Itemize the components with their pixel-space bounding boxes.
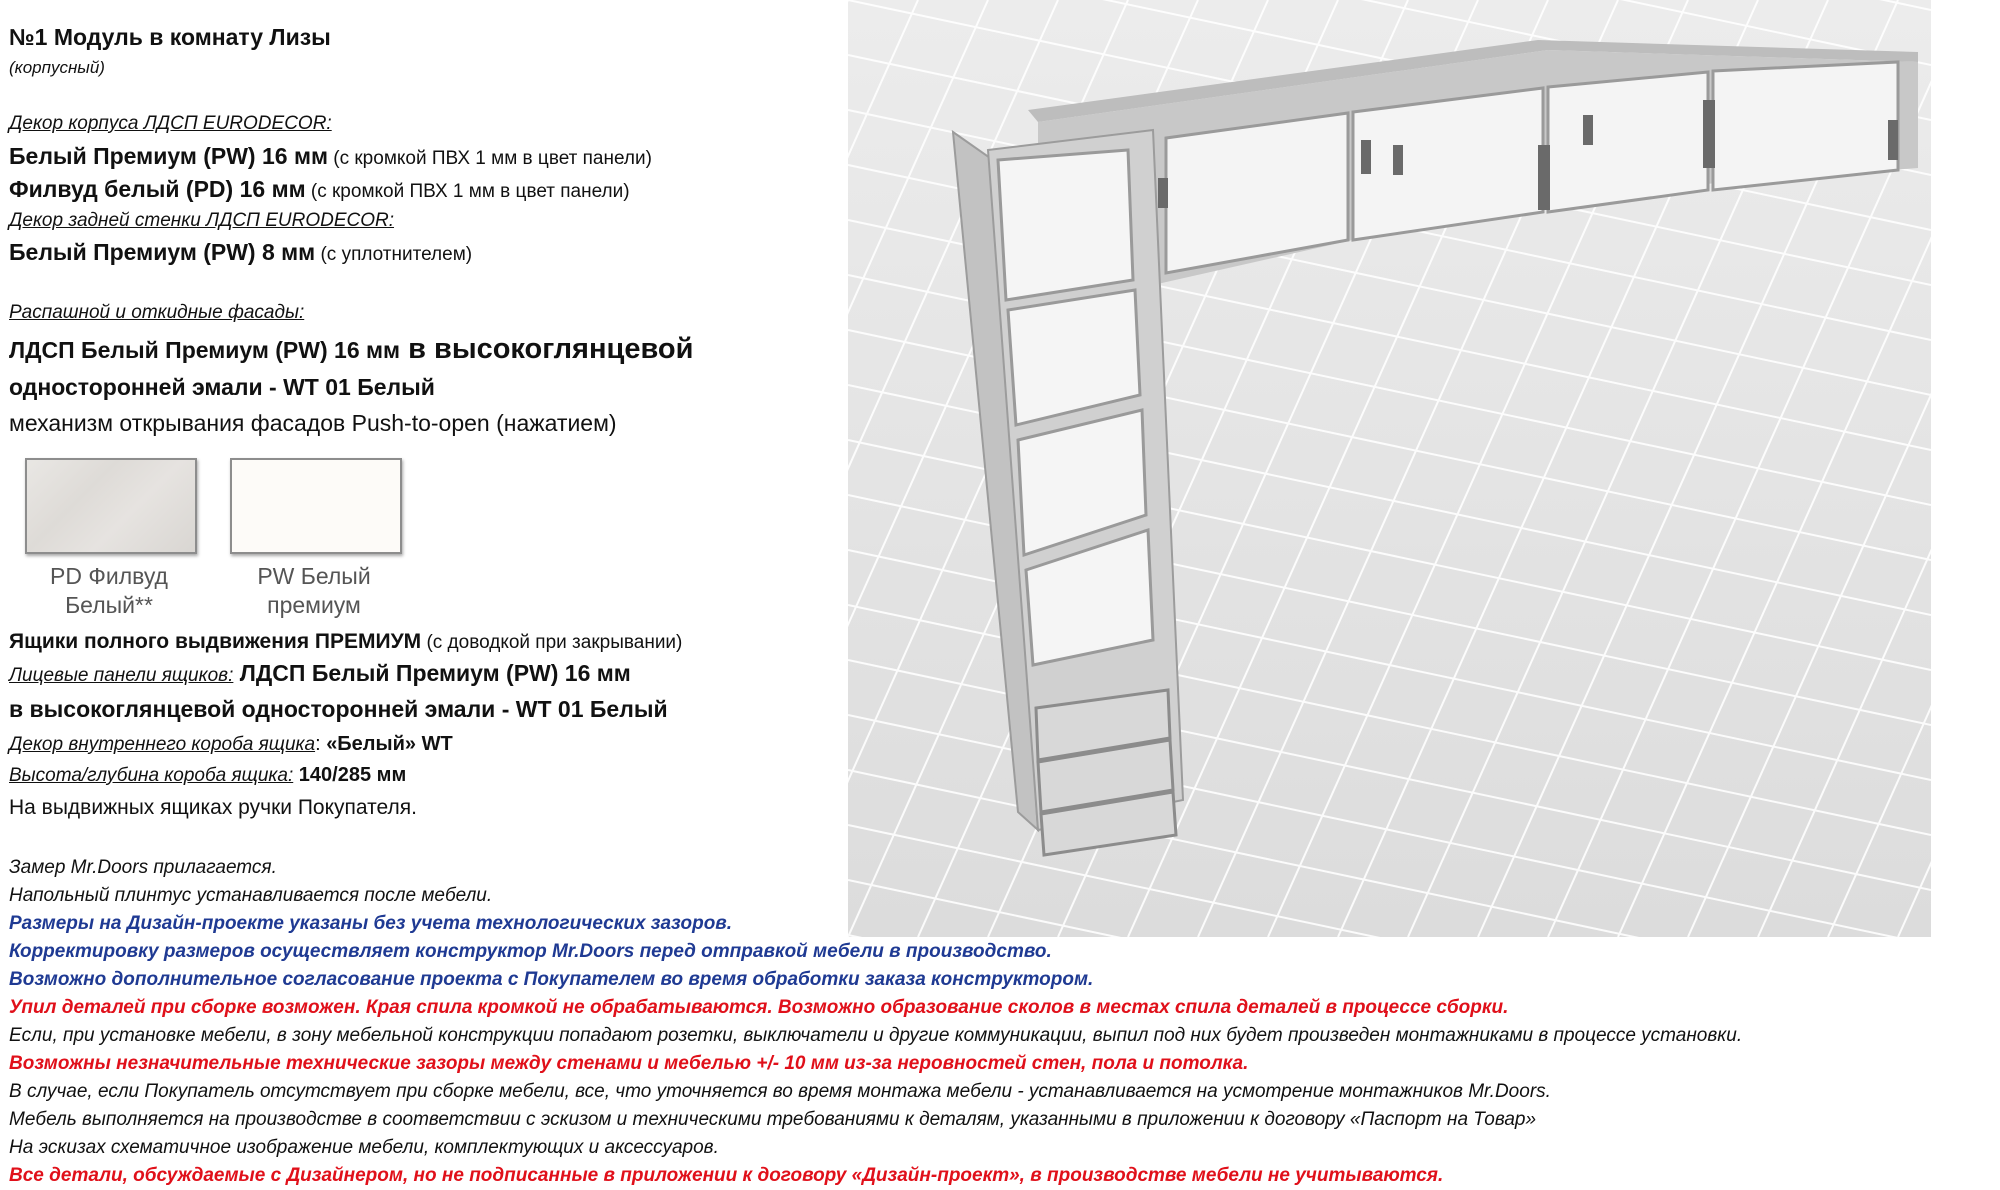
shelf-cell-1: [998, 150, 1133, 300]
lift-mechanism-2: [1361, 140, 1371, 174]
drawers-size-label: Высота/глубина короба ящика:: [9, 765, 294, 786]
body-decor-pd: Филвуд белый (PD) 16 мм: [9, 176, 306, 202]
back-decor-label: Декор задней стенки ЛДСП EURODECOR:: [9, 210, 395, 231]
note-10: Мебель выполняется на производстве в соответствии с эскизом и техническими требованиями к деталям, указанными в приложении к договору «Паспорт на Товар»: [9, 1109, 1537, 1130]
page-title: №1 Модуль в комнату Лизы: [9, 24, 331, 50]
lift-mechanism-6: [1703, 100, 1715, 168]
note-8: Возможны незначительные технические зазоры между стенами и мебелью +/- 10 мм из-за неровностей стен, пола и потолка.: [9, 1053, 1249, 1074]
back-decor-line: [9, 239, 472, 266]
note-5: Возможно дополнительное согласование проекта с Покупателем во время обработки заказа конструктором.: [9, 969, 1094, 990]
top-compartment-3: [1548, 72, 1708, 212]
facades-line-1: [9, 333, 693, 366]
page-subtitle: (корпусный): [9, 58, 105, 77]
note-12: Все детали, обсуждаемые с Дизайнером, но не подписанные в приложении к договору «Дизайн-проект», в производстве мебели не учитываются.: [9, 1165, 1444, 1186]
lift-mechanism-5: [1583, 115, 1593, 145]
top-compartment-4: [1713, 62, 1898, 190]
note-6: Упил деталей при сборке возможен. Края спила кромкой не обрабатываются. Возможно образование сколов в местах спила деталей в процессе сборки.: [9, 997, 1509, 1018]
drawers-front-value-2: в высокоглянцевой односторонней эмали - WT 01 Белый: [9, 696, 668, 722]
note-9: В случае, если Покупатель отсутствует при сборке мебели, все, что уточняется во время монтажа мебели - устанавливается на усмотрение монтажников Mr.Doors.: [9, 1081, 1551, 1102]
note-11: На эскизах схематичное изображение мебели, комплектующих и аксессуаров.: [9, 1137, 719, 1158]
drawers-front-line: [9, 660, 631, 687]
back-decor-value: Белый Премиум (PW) 8 мм: [9, 239, 316, 265]
note-4: Корректировку размеров осуществляет конструктор Mr.Doors перед отправкой мебели в производство.: [9, 941, 1052, 962]
facades-material-finish: в высокоглянцевой: [400, 333, 694, 365]
facades-line-2: односторонней эмали - WT 01 Белый: [9, 374, 435, 400]
drawers-handles: На выдвижных ящиках ручки Покупателя.: [9, 796, 417, 819]
lift-mechanism-7: [1888, 120, 1898, 160]
lift-mechanism-3: [1393, 145, 1403, 175]
note-2: Напольный плинтус устанавливается после мебели.: [9, 885, 493, 906]
facades-line-3: механизм открывания фасадов Push-to-open (нажатием): [9, 410, 617, 436]
drawers-size-value: 140/285 мм: [293, 764, 407, 786]
back-decor-note: (с уплотнителем): [315, 244, 473, 265]
drawers-line-1: [9, 630, 682, 654]
swatch-pd: [25, 458, 197, 554]
drawers-inner-sep: :: [315, 733, 327, 755]
lift-mechanism-1: [1158, 178, 1168, 208]
drawers-inner-line: [9, 733, 453, 756]
tall-unit-drawers: [1036, 690, 1176, 855]
drawers-type-note: (с доводкой при закрывании): [421, 632, 683, 653]
furniture-render: [848, 0, 1931, 937]
drawers-inner-label: Декор внутреннего короба ящика: [9, 734, 316, 755]
drawers-inner-value: «Белый» WT: [326, 733, 453, 755]
drawers-front-value: ЛДСП Белый Премиум (PW) 16 мм: [233, 660, 631, 686]
body-decor-pw-note: (с кромкой ПВХ 1 мм в цвет панели): [327, 148, 652, 169]
note-1: Замер Mr.Doors прилагается.: [9, 857, 277, 878]
swatch-pw: [230, 458, 402, 554]
note-3: Размеры на Дизайн-проекте указаны без учета технологических зазоров.: [9, 913, 733, 934]
body-decor-pw: Белый Премиум (PW) 16 мм: [9, 143, 328, 169]
top-compartment-2: [1353, 88, 1543, 240]
drawers-front-label: Лицевые панели ящиков:: [9, 665, 234, 686]
body-decor-line-2: [9, 176, 630, 203]
body-decor-pd-note: (с кромкой ПВХ 1 мм в цвет панели): [305, 181, 630, 202]
swatch-pw-label: [219, 562, 409, 620]
lift-mechanism-4: [1538, 145, 1550, 210]
swatch-pw-label-line-2: премиум: [267, 592, 361, 618]
drawers-size-line: [9, 764, 406, 787]
swatch-pd-label: [14, 562, 204, 620]
drawers-type: Ящики полного выдвижения ПРЕМИУМ: [9, 630, 422, 653]
facades-label: Распашной и откидные фасады:: [9, 302, 305, 323]
swatch-pd-label-line-2: Белый**: [65, 592, 153, 618]
swatch-pw-label-line-1: PW Белый: [257, 563, 371, 589]
body-decor-label: Декор корпуса ЛДСП EURODECOR:: [9, 113, 332, 134]
note-7: Если, при установке мебели, в зону мебельной конструкции попадают розетки, выключатели и другие коммуникации, выпил под них будет произведен монтажниками в процессе установки.: [9, 1025, 1743, 1046]
facades-material: ЛДСП Белый Премиум (PW) 16 мм: [9, 337, 401, 363]
body-decor-line-1: [9, 143, 652, 170]
swatch-pd-label-line-1: PD Филвуд: [50, 563, 168, 589]
